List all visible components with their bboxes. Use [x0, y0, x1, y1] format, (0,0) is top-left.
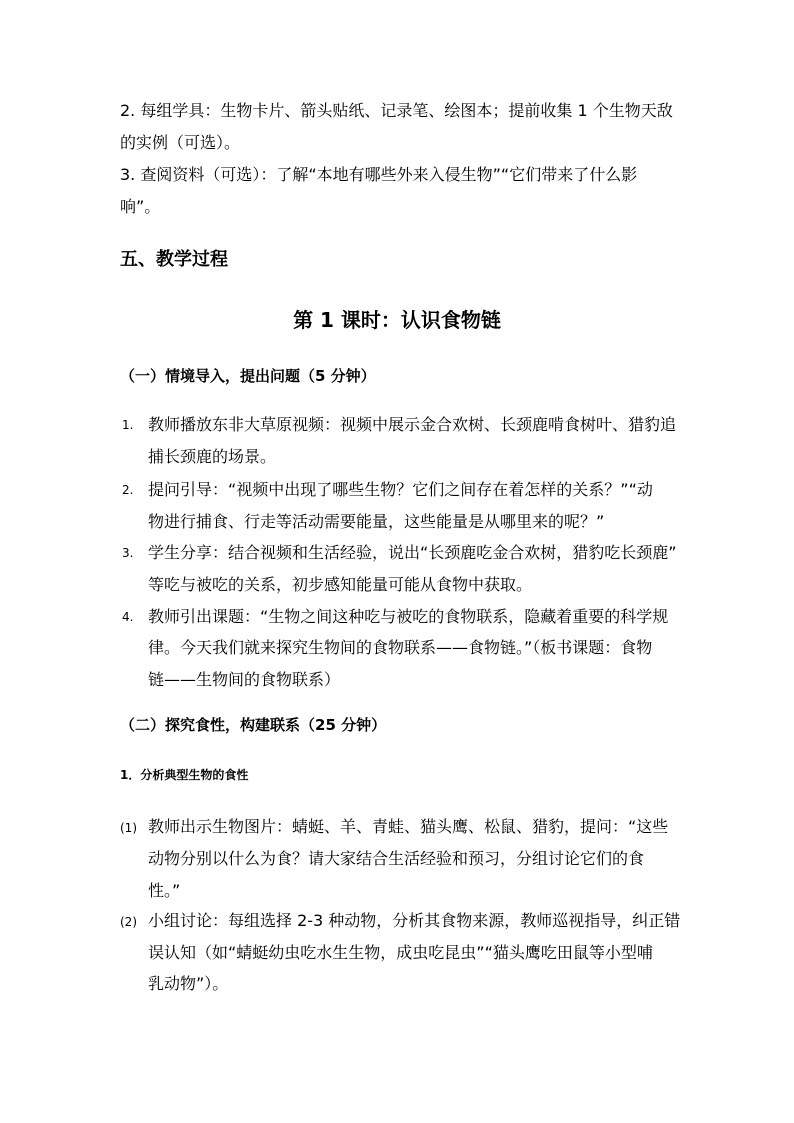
list-item-line: 教师播放东非大草原视频：视频中展示金合欢树、长颈鹿啃食树叶、猎豹追: [148, 415, 677, 434]
list-item-number: (2): [120, 915, 137, 929]
list-item-line: 动物分别以什么为食？请大家结合生活经验和预习，分组讨论它们的食: [148, 849, 645, 868]
list-item-number: 4.: [122, 610, 134, 624]
list-item-line: 乳动物”）。: [148, 974, 229, 993]
list-item-line: 提问引导：“视频中出现了哪些生物？它们之间存在着怎样的关系？”“动: [148, 480, 653, 499]
list-item-line: 捕长颈鹿的场景。: [148, 447, 277, 466]
list-item-line: 律。今天我们就来探究生物间的食物联系——食物链。”（板书课题：食物: [148, 638, 653, 657]
lesson-title: 第 1 课时：认识食物链: [293, 308, 501, 332]
prep-item-3-line-1: 3. 查阅资料（可选）：了解“本地有哪些外来入侵生物”“它们带来了什么影: [120, 165, 638, 184]
list-item-line: 学生分享：结合视频和生活经验，说出“长颈鹿吃金合欢树，猎豹吃长颈鹿”: [148, 543, 677, 562]
list-item-number: (1): [120, 821, 137, 835]
prep-item-2-line-2: 的实例（可选）。: [120, 133, 241, 152]
list-item-line: 教师引出课题：“生物之间这种吃与被吃的食物联系，隐藏着重要的科学规: [148, 607, 669, 626]
list-item-line: 教师出示生物图片：蜻蜓、羊、青蛙、猫头鹰、松鼠、猎豹，提问：“这些: [148, 817, 669, 836]
list-item-line: 等吃与被吃的关系，初步感知能量可能从食物中获取。: [148, 575, 533, 594]
part2-title: （二）探究食性，构建联系（25 分钟）: [120, 716, 387, 734]
list-item-line: 误认知（如“蜻蜓幼虫吃水生生物，成虫吃昆虫”“猫头鹰吃田鼠等小型哺: [148, 943, 653, 962]
part2-subtitle: 1．分析典型生物的食性: [120, 768, 249, 782]
prep-item-2-line-1: 2. 每组学具：生物卡片、箭头贴纸、记录笔、绘图本；提前收集 1 个生物天敌: [120, 101, 673, 120]
prep-item-3-line-2: 响”。: [120, 197, 161, 216]
list-item-number: 2.: [122, 483, 134, 497]
list-item-line: 链——生物间的食物联系）: [148, 670, 341, 689]
list-item-line: 物进行捕食、行走等活动需要能量，这些能量是从哪里来的呢？”: [148, 512, 605, 531]
section-title: 五、教学过程: [120, 249, 228, 270]
list-item-number: 1.: [122, 418, 134, 432]
list-item-number: 3.: [122, 546, 134, 560]
list-item-line: 性。”: [148, 881, 181, 900]
part1-title: （一）情境导入，提出问题（5 分钟）: [120, 367, 376, 385]
list-item-line: 小组讨论：每组选择 2-3 种动物，分析其食物来源，教师巡视指导，纠正错: [148, 911, 681, 930]
